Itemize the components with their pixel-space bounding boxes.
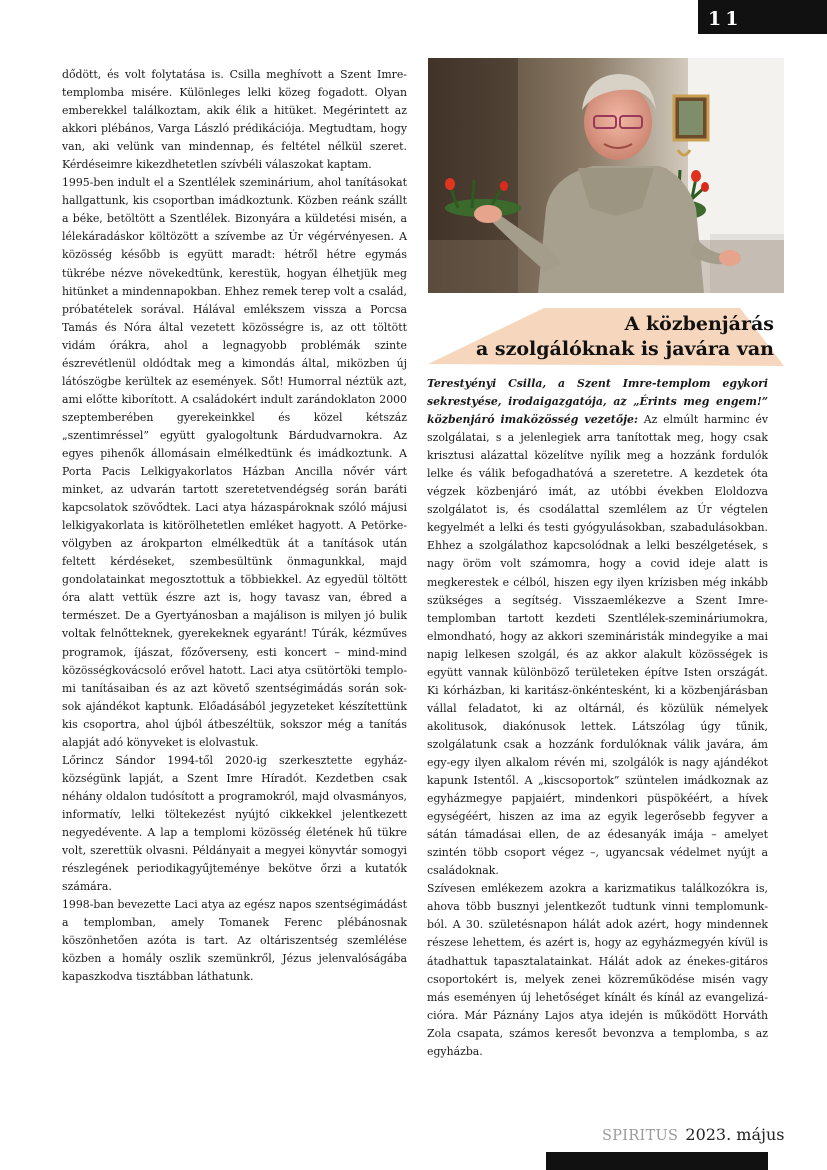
- woman-portrait-photo: [428, 58, 784, 293]
- right-text-column: [427, 375, 768, 1061]
- footer-issue: [602, 1125, 784, 1144]
- right-paragraph-1: [427, 375, 768, 880]
- right-paragraph-2: Szívesen emlékezem azokra a karizmatikus találkozókra is, ahova több busznyi jelentkezőt tudtunk vinni templomunkból. A 30. születésnapon hálát adok azért, hogy mindennek részese lehettem, és azért is, hogy az egyházmegyén kívül is átadhattuk tapasztalatainkat. Hálát adok az énekes-gitáros csoportokért is, melyek zenei közreműködése misén vagy más eseményen új lehetőséget kínált és kínál az evangelizációra. Már Páznány Lajos atya idején is működött Horváth Zola csapata, számos keresőt bevonzva a templomba, s az egyházba.: [427, 882, 768, 1058]
- left-paragraph-3: Lőrincz Sándor 1994-től 2020-ig szerkesztette egyházközségünk lapját, a Szent Imre Híradót. Kezdetben csak néhány oldalon tudósított a programokról, majd olvasmányos, informatív, lelki töltekezést nyújtó cikkekkel jelentkezett negyedévente. A lap a templomi közösség életének hű tükre volt, szerettük olvasni. Példányait a megyei könyvtár somogyi részlegének periodikagyűjteménye bekötve őrzi a kutatók számára.: [62, 753, 407, 894]
- headline: [428, 312, 774, 362]
- left-paragraph-4: 1998-ban bevezette Laci atya az egész napos szentségimádást a templomban, amely Tomanek Ferenc plébánosnak köszönhetően azóta is tart. Az oltáriszentség szemlélése közben a homály oszlik szemünkről, Jézus jelenvalóságába kapaszkodva tisztábban láthatunk.: [62, 898, 407, 984]
- headline-line-2: a szolgálóknak is javára van: [475, 338, 774, 360]
- lead-intro: Terestyényi Csilla, a Szent Imre-templom egykori sekrestyése, irodaigazgatója, az „Érints meg engem!” közbenjáró imaközösség vezetője:: [427, 377, 768, 427]
- left-paragraph-1: dődött, és volt folytatása is. Csilla meghívott a Szent Imre-templomba misére. Különleges lelki közeg fogadott. Olyan emberekkel találkoztam, akik élik a hitüket. Megérintett az akkori plébános, Varga László prédikációja. Megtudtam, hogy van, aki velünk van mindennap, és feltétel nélkül szeret. Kérdéseimre kikezdhetetlen szívbéli válaszokat kaptam.: [62, 68, 407, 172]
- footer-bar: [546, 1152, 768, 1170]
- footer-brand: SPIRITUS: [602, 1128, 679, 1144]
- headline-line-1: A közbenjárás: [624, 313, 774, 335]
- footer-date: 2023. május: [685, 1125, 785, 1144]
- right-paragraph-1-body: Az elmúlt harminc év szolgálatai, s a jelenlegiek arra tanítottak meg, hogy csak krisztusi alázattal közelítve nyílik meg a hozzánk fordulók lelke és válik befogadhatóvá a szeretetre. A kezdetek óta végzek közbenjáró imát, az utóbbi években Eloldozva szolgálatot is, és csodálattal szemlélem az Úr végtelen kegyelmét a lelki és testi gyógyulásokban, szabadulásokban. Ehhez a szolgálathoz kapcsolódnak a lelki beszélgetések, s nagy öröm volt számomra, hogy a covid ideje alatt is megkerestek e célból, hiszen egy ilyen krízisben még inkább szükséges a segítség. Visszaemlékezve a Szent Imre-templomban tartott kezdeti Szentlélek-szemináriumokra, elmondható, hogy az akkori szemináristák mindegyike a mai napig lelkesen szolgál, és az akkor alakult közösségek is együtt vannak különböző területeken építve Isten országát. Ki kórházban, ki karitász-önkéntesként, ki a közbenjárásban vállal feladatot, ki az oltárnál, és közülük némelyek akolitusok, diakónusok lettek. Látszólag úgy tűnik, szolgálatunk csak a hozzánk fordulóknak válik javára, ám egy-egy ilyen alkalom révén mi, szolgálók is nagy ajándékot kapunk Istentől. A „kiscsoportok” szüntelen imádkoznak az egyházmegye papjaiért, mindenkori püspökéért, a hívek egységéért, hiszen az ima az egyik legerősebb fegyver a sátán támadásai ellen, de az édesanyák imája – amelyet szintén több csoport végez –, ugyancsak védelmet nyújt a családoknak.: [427, 413, 768, 878]
- left-paragraph-2: 1995-ben indult el a Szentlélek szeminárium, ahol tanításokat hallgattunk, kis csoportban imádkoztunk. Közben reánk szállt a béke, betöltött a Szentlélek. Bizonyára a küldetési misén, a lélekáradáskor költözött a szívembe az Úr végérvényesen. A közösség később is együtt maradt: hétről hétre egymás tükrébe nézve növekedtünk, kerestük, hogyan élhetjük meg hitünket a mindennapokban. Ehhez remek terep volt a család, próbatételek sorával. Hálával emlékszem vissza a Porcsa Tamás és Nóra által vezetett közösségre is, az ott töltött vidám órákra, ahol a legnagyobb problémák szinte észrevétlenül oldódtak meg a kimondás által, miközben új látószögbe kerültek az események. Sőt! Humorral néztük azt, ami előtte kiborított. A családokért indult zarándoklaton 2000 szeptemberében gyerekeinkkel és közel kétszáz „szentimréssel” együtt gyalogoltunk Bárdudvarnokra. Az egyes pihenők állomásain elmélkedtünk és imádkoztunk. A Porta Pacis Lelkigyakorlatos Házban Ancilla nővér várt minket, az udvarán tartott szeretetvendégség során baráti kapcsolatok szövődtek. Laci atya házaspároknak szóló májusi lelkigyakorlata is kitörölhetetlen emléket hagyott. A Petörke-völgyben az árokparton elmélkedtük át a tanítások után feltett kérdéseket, szembesültünk önmagunkkal, majd gondolatainkat megosztottuk a többiekkel. Az egyedül töltött óra alatt vettük észre azt is, hogy tavasz van, ébred a természet. De a Gyertyánosban a majálison is milyen jó bulik voltak felnőtteknek, gyerekeknek egyaránt! Túrák, kézműves programok, íjászat, főzőverseny, esti koncert – mind-mind közösségkovácsoló erővel hatott. Laci atya csütörtöki templomi tanításaiban és az azt követő szentségimádás során sok-sok ajándékot kaptunk. Előadásából jegyzeteket készítettünk kis csoportra, ahol újból átbeszéltük, sokszor még a tanítás alapját adó könyveket is elolvastuk.: [62, 176, 407, 749]
- headline-box: [428, 304, 784, 370]
- page-number: 11: [698, 0, 827, 34]
- left-text-column: [62, 66, 407, 986]
